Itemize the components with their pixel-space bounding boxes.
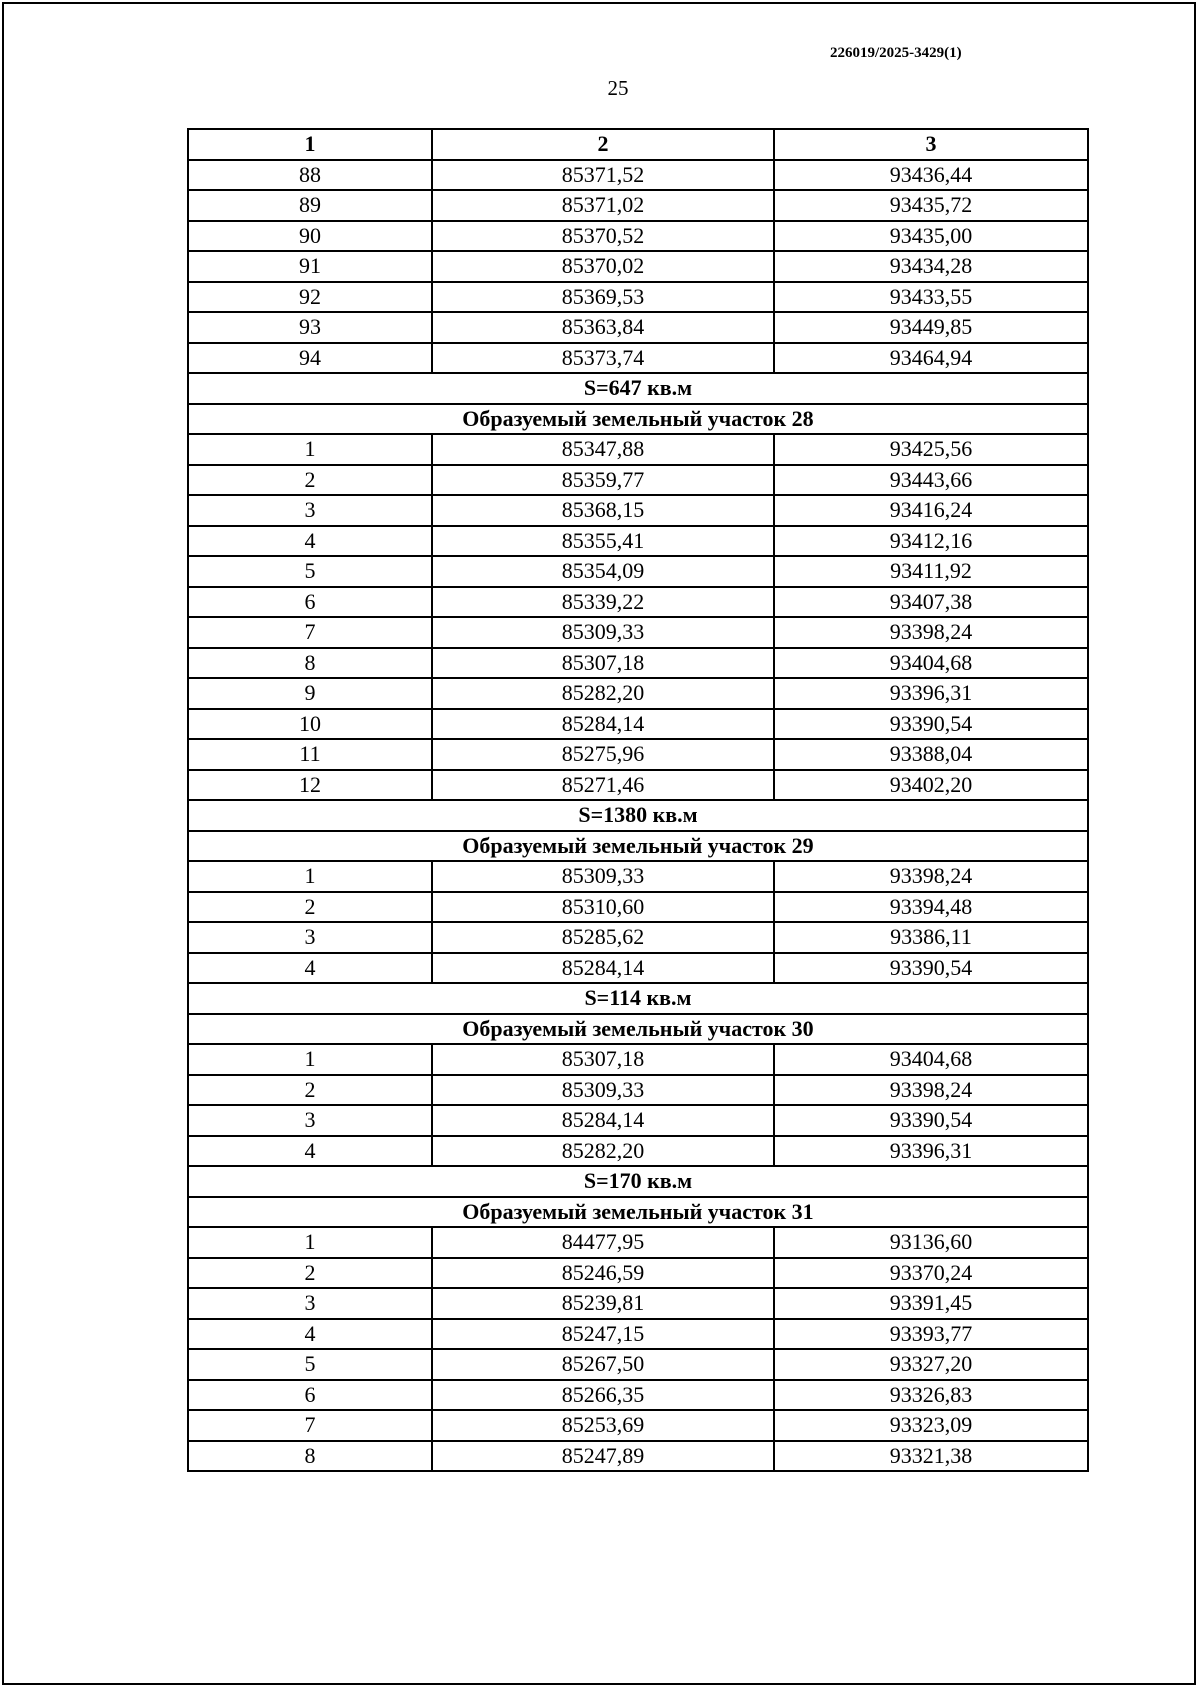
coordinate-x-cell: 85275,96 [432, 739, 774, 770]
point-number-cell: 94 [188, 343, 432, 374]
coordinate-y-cell: 93434,28 [774, 251, 1088, 282]
coordinate-x-cell: 85355,41 [432, 526, 774, 557]
point-number-cell: 8 [188, 648, 432, 679]
table-row [188, 556, 1088, 587]
point-number-cell: 90 [188, 221, 432, 252]
point-number-cell: 89 [188, 190, 432, 221]
coordinate-y-cell: 93393,77 [774, 1319, 1088, 1350]
table-row [188, 709, 1088, 740]
point-number-cell: 1 [188, 434, 432, 465]
coordinate-y-cell: 93396,31 [774, 1136, 1088, 1167]
coordinate-y-cell: 93398,24 [774, 861, 1088, 892]
coordinate-x-cell: 85309,33 [432, 617, 774, 648]
table-row [188, 1349, 1088, 1380]
coordinate-y-cell: 93321,38 [774, 1441, 1088, 1472]
coordinate-y-cell: 93390,54 [774, 1105, 1088, 1136]
coordinate-y-cell: 93370,24 [774, 1258, 1088, 1289]
coordinate-x-cell: 85247,89 [432, 1441, 774, 1472]
coordinate-x-cell: 85310,60 [432, 892, 774, 923]
point-number-cell: 2 [188, 892, 432, 923]
point-number-cell: 2 [188, 465, 432, 496]
table-row [188, 465, 1088, 496]
point-number-cell: 11 [188, 739, 432, 770]
point-number-cell: 7 [188, 1410, 432, 1441]
coordinate-y-cell: 93411,92 [774, 556, 1088, 587]
table-header-row [188, 129, 1088, 160]
point-number-cell: 2 [188, 1075, 432, 1106]
coordinate-x-cell: 85368,15 [432, 495, 774, 526]
coordinate-y-cell: 93425,56 [774, 434, 1088, 465]
coordinate-x-cell: 85285,62 [432, 922, 774, 953]
table-row [188, 1227, 1088, 1258]
document-number: 226019/2025-3429(1) [830, 45, 962, 61]
point-number-cell: 10 [188, 709, 432, 740]
table-row [188, 617, 1088, 648]
point-number-cell: 93 [188, 312, 432, 343]
point-number-cell: 4 [188, 526, 432, 557]
table-row [188, 343, 1088, 374]
coordinate-y-cell: 93449,85 [774, 312, 1088, 343]
plot-title: Образуемый земельный участок 29 [188, 831, 1088, 862]
table-row [188, 1105, 1088, 1136]
coordinate-x-cell: 85247,15 [432, 1319, 774, 1350]
coordinate-x-cell: 84477,95 [432, 1227, 774, 1258]
coordinate-x-cell: 85309,33 [432, 1075, 774, 1106]
table-row [188, 526, 1088, 557]
table-row [188, 1380, 1088, 1411]
point-number-cell: 4 [188, 1319, 432, 1350]
point-number-cell: 3 [188, 1288, 432, 1319]
coordinate-y-cell: 93404,68 [774, 648, 1088, 679]
point-number-cell: 12 [188, 770, 432, 801]
table-row [188, 160, 1088, 191]
coordinate-y-cell: 93398,24 [774, 1075, 1088, 1106]
coordinate-x-cell: 85369,53 [432, 282, 774, 313]
area-value: S=1380 кв.м [188, 800, 1088, 831]
table-row [188, 1136, 1088, 1167]
coordinate-y-cell: 93407,38 [774, 587, 1088, 618]
table-row [188, 434, 1088, 465]
header-cell: 3 [774, 129, 1088, 160]
point-number-cell: 2 [188, 1258, 432, 1289]
coordinate-x-cell: 85359,77 [432, 465, 774, 496]
coordinate-y-cell: 93435,72 [774, 190, 1088, 221]
header-cell: 1 [188, 129, 432, 160]
coordinate-x-cell: 85363,84 [432, 312, 774, 343]
point-number-cell: 9 [188, 678, 432, 709]
point-number-cell: 8 [188, 1441, 432, 1472]
coordinate-x-cell: 85370,52 [432, 221, 774, 252]
plot-title-row [188, 1197, 1088, 1228]
table-row [188, 1319, 1088, 1350]
table-row [188, 953, 1088, 984]
table-row [188, 1075, 1088, 1106]
plot-title-row [188, 1014, 1088, 1045]
coordinate-y-cell: 93412,16 [774, 526, 1088, 557]
coordinate-y-cell: 93402,20 [774, 770, 1088, 801]
coordinate-x-cell: 85271,46 [432, 770, 774, 801]
coordinate-x-cell: 85354,09 [432, 556, 774, 587]
coordinate-x-cell: 85266,35 [432, 1380, 774, 1411]
point-number-cell: 91 [188, 251, 432, 282]
coordinate-y-cell: 93326,83 [774, 1380, 1088, 1411]
area-row [188, 800, 1088, 831]
coordinate-y-cell: 93323,09 [774, 1410, 1088, 1441]
coordinate-x-cell: 85284,14 [432, 1105, 774, 1136]
table-row [188, 190, 1088, 221]
coordinate-y-cell: 93390,54 [774, 709, 1088, 740]
coordinate-y-cell: 93394,48 [774, 892, 1088, 923]
point-number-cell: 6 [188, 1380, 432, 1411]
area-row [188, 983, 1088, 1014]
point-number-cell: 3 [188, 1105, 432, 1136]
coordinate-y-cell: 93388,04 [774, 739, 1088, 770]
area-row [188, 1166, 1088, 1197]
coordinate-x-cell: 85284,14 [432, 953, 774, 984]
point-number-cell: 7 [188, 617, 432, 648]
plot-title: Образуемый земельный участок 31 [188, 1197, 1088, 1228]
coordinate-x-cell: 85347,88 [432, 434, 774, 465]
table-row [188, 1410, 1088, 1441]
coordinates-table [187, 128, 1089, 1472]
table-row [188, 739, 1088, 770]
plot-title-row [188, 831, 1088, 862]
table-row [188, 648, 1088, 679]
table-row [188, 251, 1088, 282]
coordinate-y-cell: 93404,68 [774, 1044, 1088, 1075]
coordinate-x-cell: 85239,81 [432, 1288, 774, 1319]
table-row [188, 1441, 1088, 1472]
point-number-cell: 5 [188, 556, 432, 587]
point-number-cell: 3 [188, 922, 432, 953]
point-number-cell: 3 [188, 495, 432, 526]
coordinate-x-cell: 85370,02 [432, 251, 774, 282]
area-value: S=114 кв.м [188, 983, 1088, 1014]
table-row [188, 861, 1088, 892]
coordinate-x-cell: 85371,52 [432, 160, 774, 191]
table-row [188, 678, 1088, 709]
table-row [188, 282, 1088, 313]
coordinate-y-cell: 93433,55 [774, 282, 1088, 313]
area-value: S=647 кв.м [188, 373, 1088, 404]
coordinate-y-cell: 93435,00 [774, 221, 1088, 252]
coordinate-y-cell: 93327,20 [774, 1349, 1088, 1380]
coordinate-x-cell: 85246,59 [432, 1258, 774, 1289]
coordinate-x-cell: 85309,33 [432, 861, 774, 892]
coordinate-y-cell: 93416,24 [774, 495, 1088, 526]
point-number-cell: 4 [188, 953, 432, 984]
area-value: S=170 кв.м [188, 1166, 1088, 1197]
coordinate-y-cell: 93443,66 [774, 465, 1088, 496]
table-row [188, 1044, 1088, 1075]
table-row [188, 495, 1088, 526]
coordinate-x-cell: 85373,74 [432, 343, 774, 374]
point-number-cell: 1 [188, 1227, 432, 1258]
coordinate-y-cell: 93391,45 [774, 1288, 1088, 1319]
coordinate-y-cell: 93386,11 [774, 922, 1088, 953]
coordinate-x-cell: 85267,50 [432, 1349, 774, 1380]
page-number: 25 [607, 76, 629, 100]
coordinate-x-cell: 85284,14 [432, 709, 774, 740]
area-row [188, 373, 1088, 404]
coordinate-x-cell: 85371,02 [432, 190, 774, 221]
table-row [188, 892, 1088, 923]
coordinate-y-cell: 93436,44 [774, 160, 1088, 191]
table-row [188, 770, 1088, 801]
coordinate-y-cell: 93136,60 [774, 1227, 1088, 1258]
table-row [188, 587, 1088, 618]
coordinate-y-cell: 93464,94 [774, 343, 1088, 374]
coordinate-x-cell: 85307,18 [432, 1044, 774, 1075]
coordinate-x-cell: 85282,20 [432, 1136, 774, 1167]
table-row [188, 312, 1088, 343]
plot-title: Образуемый земельный участок 28 [188, 404, 1088, 435]
coordinate-x-cell: 85282,20 [432, 678, 774, 709]
coordinate-x-cell: 85307,18 [432, 648, 774, 679]
table-row [188, 1288, 1088, 1319]
table-row [188, 221, 1088, 252]
point-number-cell: 4 [188, 1136, 432, 1167]
coordinate-y-cell: 93398,24 [774, 617, 1088, 648]
plot-title: Образуемый земельный участок 30 [188, 1014, 1088, 1045]
plot-title-row [188, 404, 1088, 435]
header-cell: 2 [432, 129, 774, 160]
point-number-cell: 5 [188, 1349, 432, 1380]
coordinate-x-cell: 85339,22 [432, 587, 774, 618]
coordinate-x-cell: 85253,69 [432, 1410, 774, 1441]
table-row [188, 1258, 1088, 1289]
coordinate-y-cell: 93396,31 [774, 678, 1088, 709]
point-number-cell: 1 [188, 1044, 432, 1075]
coordinate-y-cell: 93390,54 [774, 953, 1088, 984]
table-row [188, 922, 1088, 953]
point-number-cell: 88 [188, 160, 432, 191]
point-number-cell: 92 [188, 282, 432, 313]
point-number-cell: 6 [188, 587, 432, 618]
point-number-cell: 1 [188, 861, 432, 892]
